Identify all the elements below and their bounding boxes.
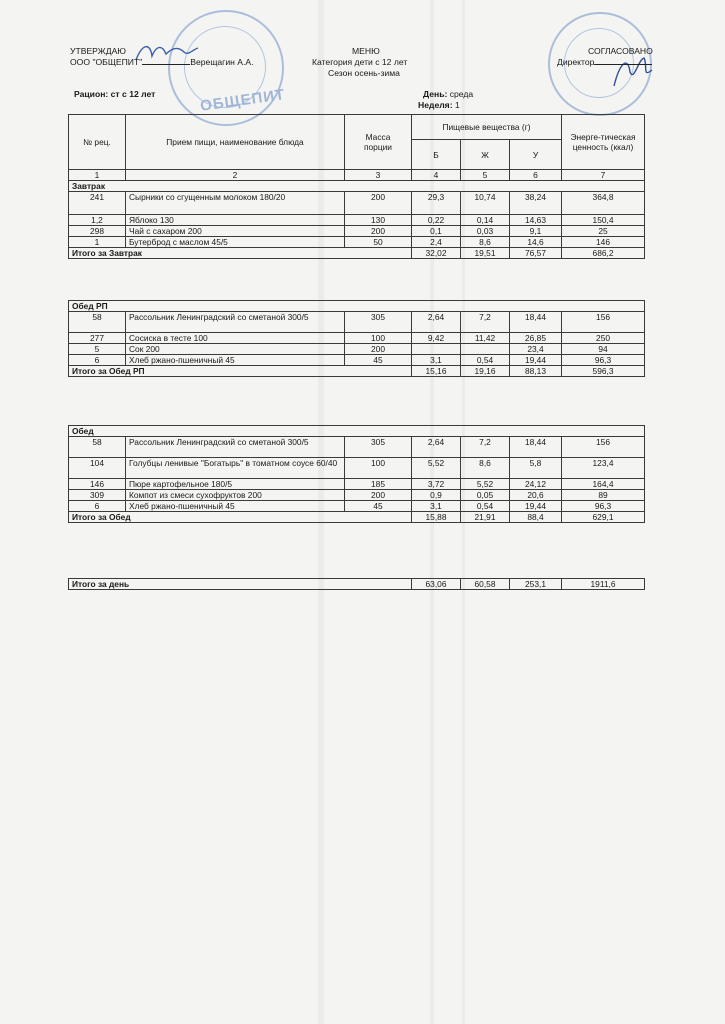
cell-name: Хлеб ржано-пшеничный 45 (126, 501, 345, 512)
approve-org-name: ООО "ОБЩЕПИТ" (70, 57, 143, 67)
cell-b (412, 344, 461, 355)
cell-u: 18,44 (510, 437, 562, 458)
cell-zh: 7,2 (461, 312, 510, 333)
cell-name: Сок 200 (126, 344, 345, 355)
table-header-row (69, 115, 645, 140)
cell-kcal: 123,4 (562, 458, 645, 479)
column-number: 7 (562, 170, 645, 181)
table-row (69, 237, 645, 248)
column-number: 5 (461, 170, 510, 181)
table-row (69, 458, 645, 479)
cell-u: 18,44 (510, 312, 562, 333)
cell-zh: 8,6 (461, 237, 510, 248)
cell-zh: 0,54 (461, 355, 510, 366)
cell-mass: 305 (345, 437, 412, 458)
cell-name: Хлеб ржано-пшеничный 45 (126, 355, 345, 366)
total-zh: 19,16 (461, 366, 510, 377)
cell-kcal: 89 (562, 490, 645, 501)
section-total-row (69, 366, 645, 377)
cell-b: 3,1 (412, 355, 461, 366)
cell-u: 19,44 (510, 501, 562, 512)
cell-name: Сырники со сгущенным молоком 180/20 (126, 192, 345, 215)
cell-rec: 241 (69, 192, 126, 215)
day-info (423, 89, 473, 100)
section-total-row (69, 248, 645, 259)
cell-mass: 45 (345, 355, 412, 366)
lunch-table (68, 425, 645, 523)
total-kcal: 596,3 (562, 366, 645, 377)
column-header-nutrients: Пищевые вещества (г) (412, 115, 562, 140)
cell-mass: 100 (345, 333, 412, 344)
cell-mass: 130 (345, 215, 412, 226)
approve-signer: Верещагин А.А. (190, 57, 254, 67)
total-b: 15,16 (412, 366, 461, 377)
column-header-zh: Ж (461, 140, 510, 170)
cell-name: Бутерброд с маслом 45/5 (126, 237, 345, 248)
section-title-row (69, 426, 645, 437)
cell-mass: 185 (345, 479, 412, 490)
cell-mass: 305 (345, 312, 412, 333)
cell-mass: 200 (345, 192, 412, 215)
section-title-row (69, 301, 645, 312)
week-info (418, 100, 460, 111)
column-header-energy: Энерге-тическая ценность (ккал) (562, 115, 645, 170)
cell-kcal: 94 (562, 344, 645, 355)
cell-zh: 0,14 (461, 215, 510, 226)
cell-b: 9,42 (412, 333, 461, 344)
lunch-rp-table (68, 300, 645, 377)
breakfast-table (68, 114, 645, 259)
total-b: 15,88 (412, 512, 461, 523)
column-number: 6 (510, 170, 562, 181)
cell-u: 9,1 (510, 226, 562, 237)
section-title-row (69, 181, 645, 192)
cell-b: 2,4 (412, 237, 461, 248)
cell-name: Яблоко 130 (126, 215, 345, 226)
column-header-mass: Масса порции (345, 115, 412, 170)
cell-name: Голубцы ленивые "Богатырь" в томатном соусе 60/40 (126, 458, 345, 479)
column-header-rec: № рец. (69, 115, 126, 170)
column-header-u: У (510, 140, 562, 170)
cell-rec: 58 (69, 437, 126, 458)
table-row (69, 437, 645, 458)
cell-zh: 0,54 (461, 501, 510, 512)
cell-kcal: 146 (562, 237, 645, 248)
cell-name: Чай с сахаром 200 (126, 226, 345, 237)
column-number: 2 (126, 170, 345, 181)
cell-u: 38,24 (510, 192, 562, 215)
total-b: 32,02 (412, 248, 461, 259)
cell-zh: 7,2 (461, 437, 510, 458)
cell-kcal: 250 (562, 333, 645, 344)
approve-label: УТВЕРЖДАЮ (70, 46, 126, 56)
cell-rec: 1,2 (69, 215, 126, 226)
day-total-kcal: 1911,6 (562, 579, 645, 590)
organization-stamp (168, 10, 287, 126)
cell-rec: 1 (69, 237, 126, 248)
cell-rec: 146 (69, 479, 126, 490)
section-title: Завтрак (69, 181, 645, 192)
cell-name: Пюре картофельное 180/5 (126, 479, 345, 490)
cell-name: Сосиска в тесте 100 (126, 333, 345, 344)
cell-kcal: 156 (562, 437, 645, 458)
cell-name: Рассольник Ленинградский со сметаной 300/5 (126, 312, 345, 333)
cell-zh: 10,74 (461, 192, 510, 215)
agree-label: СОГЛАСОВАНО (588, 46, 653, 56)
menu-title: МЕНЮ (352, 46, 380, 56)
cell-mass: 45 (345, 501, 412, 512)
table-row (69, 501, 645, 512)
cell-zh (461, 344, 510, 355)
cell-u: 14,6 (510, 237, 562, 248)
column-header-b: Б (412, 140, 461, 170)
cell-b: 0,1 (412, 226, 461, 237)
day-total-u: 253,1 (510, 579, 562, 590)
signature-line (142, 64, 190, 65)
cell-rec: 298 (69, 226, 126, 237)
cell-zh: 0,05 (461, 490, 510, 501)
menu-season: Сезон осень-зима (328, 68, 400, 78)
cell-b: 3,1 (412, 501, 461, 512)
table-row (69, 215, 645, 226)
column-number: 4 (412, 170, 461, 181)
week-value: 1 (454, 100, 460, 110)
cell-b: 5,52 (412, 458, 461, 479)
cell-b: 0,9 (412, 490, 461, 501)
cell-b: 2,64 (412, 437, 461, 458)
section-title: Обед РП (69, 301, 645, 312)
cell-u: 23,4 (510, 344, 562, 355)
cell-name: Рассольник Ленинградский со сметаной 300/5 (126, 437, 345, 458)
cell-mass: 200 (345, 344, 412, 355)
total-u: 76,57 (510, 248, 562, 259)
cell-u: 26,85 (510, 333, 562, 344)
cell-u: 14,63 (510, 215, 562, 226)
stamp-text: ОБЩЕПИТ (199, 86, 287, 115)
day-total-b: 63,06 (412, 579, 461, 590)
cell-u: 20,6 (510, 490, 562, 501)
table-row (69, 333, 645, 344)
signature-line (594, 64, 652, 65)
director-line (557, 57, 652, 68)
table-row (69, 355, 645, 366)
cell-kcal: 150,4 (562, 215, 645, 226)
table-row (69, 226, 645, 237)
table-row (69, 479, 645, 490)
cell-mass: 100 (345, 458, 412, 479)
cell-name: Компот из смеси сухофруктов 200 (126, 490, 345, 501)
cell-u: 19,44 (510, 355, 562, 366)
cell-zh: 11,42 (461, 333, 510, 344)
cell-kcal: 156 (562, 312, 645, 333)
column-number-row (69, 170, 645, 181)
approve-org (70, 57, 254, 68)
cell-kcal: 364,8 (562, 192, 645, 215)
cell-rec: 6 (69, 355, 126, 366)
total-label: Итого за Обед РП (69, 366, 412, 377)
column-number: 1 (69, 170, 126, 181)
table-row (69, 192, 645, 215)
total-u: 88,4 (510, 512, 562, 523)
day-total-table (68, 578, 645, 590)
menu-category: Категория дети с 12 лет (312, 57, 408, 67)
director-label: Директор (557, 57, 595, 67)
cell-zh: 8,6 (461, 458, 510, 479)
day-total-row (69, 579, 645, 590)
cell-u: 5,8 (510, 458, 562, 479)
day-value: среда (449, 89, 474, 99)
cell-mass: 50 (345, 237, 412, 248)
cell-kcal: 25 (562, 226, 645, 237)
cell-b: 3,72 (412, 479, 461, 490)
day-total-zh: 60,58 (461, 579, 510, 590)
cell-rec: 5 (69, 344, 126, 355)
cell-mass: 200 (345, 490, 412, 501)
cell-u: 24,12 (510, 479, 562, 490)
column-header-name: Прием пищи, наименование блюда (126, 115, 345, 170)
cell-rec: 104 (69, 458, 126, 479)
ration-label: Рацион: ст с 12 лет (74, 89, 156, 99)
cell-mass: 200 (345, 226, 412, 237)
table-row (69, 344, 645, 355)
total-zh: 21,91 (461, 512, 510, 523)
cell-kcal: 96,3 (562, 501, 645, 512)
total-kcal: 686,2 (562, 248, 645, 259)
cell-b: 0,22 (412, 215, 461, 226)
week-label: Неделя: (418, 100, 453, 110)
table-row (69, 312, 645, 333)
cell-b: 2,64 (412, 312, 461, 333)
section-total-row (69, 512, 645, 523)
cell-rec: 58 (69, 312, 126, 333)
day-label: День: (423, 89, 448, 99)
cell-rec: 309 (69, 490, 126, 501)
day-total-label: Итого за день (69, 579, 412, 590)
cell-kcal: 164,4 (562, 479, 645, 490)
cell-kcal: 96,3 (562, 355, 645, 366)
total-u: 88,13 (510, 366, 562, 377)
total-label: Итого за Завтрак (69, 248, 412, 259)
total-label: Итого за Обед (69, 512, 412, 523)
total-zh: 19,51 (461, 248, 510, 259)
section-title: Обед (69, 426, 645, 437)
cell-rec: 6 (69, 501, 126, 512)
table-row (69, 490, 645, 501)
total-kcal: 629,1 (562, 512, 645, 523)
cell-zh: 0,03 (461, 226, 510, 237)
cell-zh: 5,52 (461, 479, 510, 490)
column-number: 3 (345, 170, 412, 181)
cell-rec: 277 (69, 333, 126, 344)
cell-b: 29,3 (412, 192, 461, 215)
